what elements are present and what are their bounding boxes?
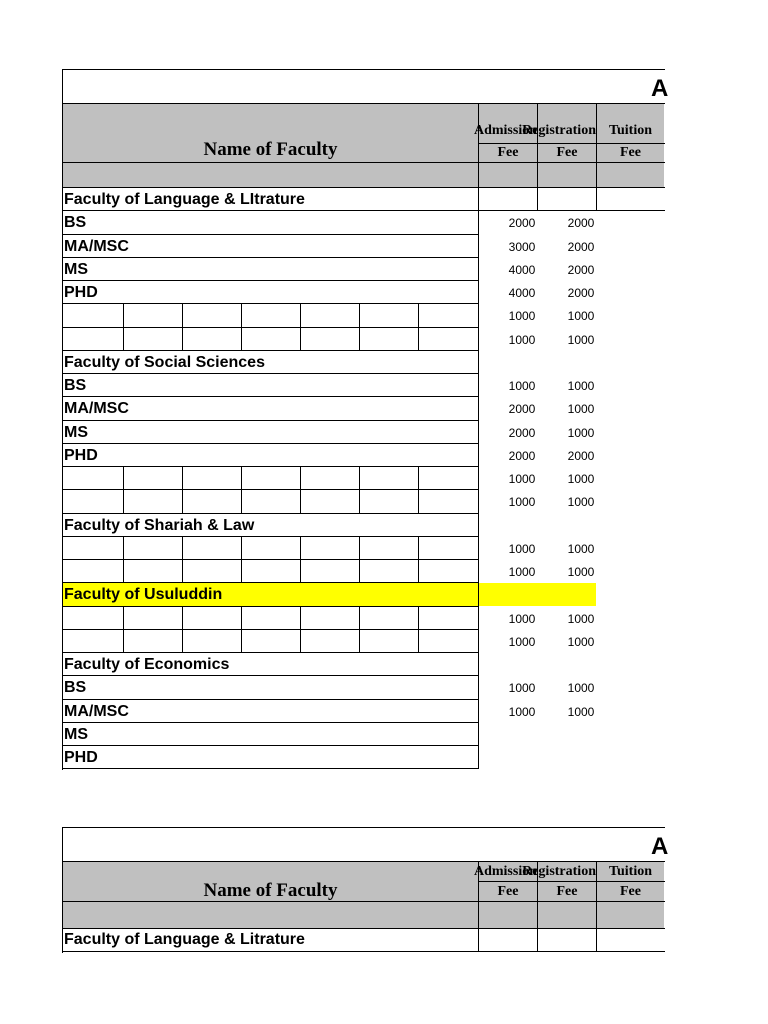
faculty-name: Faculty of Economics [64, 656, 230, 673]
program-name: PHD [64, 284, 98, 301]
faculty-name: Faculty of Usuluddin [64, 586, 223, 603]
table1-registration-header: Registration [522, 123, 596, 138]
registration-fee-value: 2000 [567, 216, 595, 230]
admission-fee-value: 1000 [508, 612, 536, 626]
table-row [0, 467, 768, 490]
program-name: MS [64, 424, 88, 441]
registration-fee-value: 1000 [567, 402, 595, 416]
registration-fee-value: 2000 [567, 449, 595, 463]
table-row [0, 304, 768, 328]
table1-tuition-header: Tuition [608, 123, 653, 138]
admission-fee-value: 1000 [508, 472, 536, 486]
registration-fee-value: 1000 [567, 379, 595, 393]
table2-admission-header: Admission [473, 864, 537, 879]
admission-fee-value: 1000 [508, 565, 536, 579]
admission-fee-value: 2000 [508, 216, 536, 230]
table-row [0, 630, 768, 653]
admission-fee-value: 1000 [508, 495, 536, 509]
admission-fee-value: 1000 [508, 379, 536, 393]
program-name: MS [64, 726, 88, 743]
registration-fee-value: 1000 [567, 565, 595, 579]
admission-fee-value: 3000 [508, 240, 536, 254]
admission-fee-value: 1000 [508, 333, 536, 347]
table2-name-of-faculty-header: Name of Faculty [203, 880, 338, 901]
table2-tuition-fee-header: Fee [620, 884, 641, 899]
table2-registration-fee-header: Fee [556, 884, 578, 899]
admission-fee-value: 4000 [508, 263, 536, 277]
registration-fee-value: 1000 [567, 635, 595, 649]
registration-fee-value: 1000 [567, 333, 595, 347]
table-row [0, 328, 768, 351]
table1-name-of-faculty-header: Name of Faculty [203, 139, 338, 160]
program-name: BS [64, 214, 87, 231]
table-row [0, 537, 768, 560]
admission-fee-value: 2000 [508, 449, 536, 463]
program-name: MA/MSC [64, 703, 129, 720]
table-row [0, 421, 768, 444]
faculty-name: Faculty of Social Sciences [64, 354, 265, 371]
program-name: BS [64, 377, 87, 394]
registration-fee-value: 2000 [567, 286, 595, 300]
registration-fee-value: 1000 [567, 612, 595, 626]
table-row [0, 560, 768, 583]
program-name: PHD [64, 447, 98, 464]
faculty-name: Faculty of Language & LItrature [64, 191, 305, 208]
table-row [0, 444, 768, 467]
admission-fee-value: 1000 [508, 705, 536, 719]
admission-fee-value: 2000 [508, 402, 536, 416]
table2-tuition-header: Tuition [608, 864, 653, 879]
table2-row-label: Faculty of Language & Litrature [64, 931, 305, 948]
table2-registration-header: Registration [522, 864, 596, 879]
registration-fee-value: 2000 [567, 240, 595, 254]
program-name: MA/MSC [64, 238, 129, 255]
registration-fee-value: 1000 [567, 542, 595, 556]
registration-fee-value: 1000 [567, 495, 595, 509]
program-name: BS [64, 679, 87, 696]
table-row [0, 281, 768, 304]
table-row [0, 211, 768, 235]
table1-registration-fee-header: Fee [556, 145, 578, 160]
program-name: MA/MSC [64, 400, 129, 417]
table-row [0, 723, 768, 746]
registration-fee-value: 1000 [567, 309, 595, 323]
table-row [0, 258, 768, 281]
registration-fee-value: 1000 [567, 472, 595, 486]
admission-fee-value: 2000 [508, 426, 536, 440]
faculty-name: Faculty of Shariah & Law [64, 517, 255, 534]
table1-title-fragment: A [651, 75, 669, 102]
table-row [0, 607, 768, 630]
table1-admission-header: Admission [473, 123, 537, 138]
admission-fee-value: 1000 [508, 542, 536, 556]
table-row [0, 374, 768, 397]
registration-fee-value: 2000 [567, 263, 595, 277]
program-name: PHD [64, 749, 98, 766]
registration-fee-value: 1000 [567, 705, 595, 719]
table-row [0, 746, 768, 769]
admission-fee-value: 1000 [508, 309, 536, 323]
admission-fee-value: 1000 [508, 681, 536, 695]
registration-fee-value: 1000 [567, 681, 595, 695]
table1-tuition-fee-header: Fee [620, 145, 641, 160]
admission-fee-value: 4000 [508, 286, 536, 300]
registration-fee-value: 1000 [567, 426, 595, 440]
table-row [0, 676, 768, 700]
table2-admission-fee-header: Fee [497, 884, 519, 899]
table1-admission-fee-header: Fee [497, 145, 519, 160]
program-name: MS [64, 261, 88, 278]
table-row [0, 490, 768, 514]
table2-title-fragment: A [651, 833, 669, 860]
admission-fee-value: 1000 [508, 635, 536, 649]
